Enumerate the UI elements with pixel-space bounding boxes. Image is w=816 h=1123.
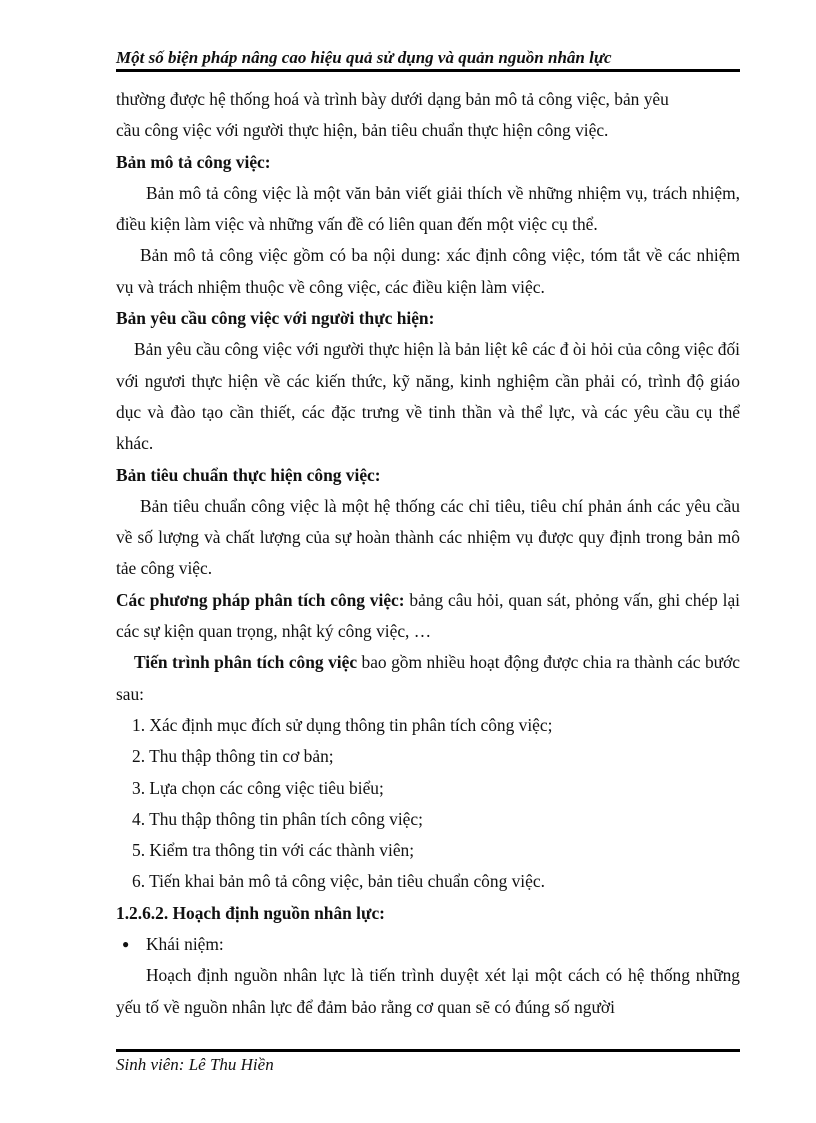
- paragraph-mo-ta-contents: Bản mô tả công việc gồm có ba nội dung: xác định công việc, tóm tắt về các nhiệm vụ và trách nhiệm thuộc về công việc, các điều kiện làm việc.: [116, 245, 740, 297]
- list-item-step-3: 3. Lựa chọn các công việc tiêu biểu;: [132, 777, 384, 798]
- tien-trinh-text: bao gồm nhiều hoạt động được chia ra thành các bước sau:: [116, 652, 740, 704]
- tien-trinh-label: Tiến trình phân tích công việc: [134, 652, 358, 673]
- document-body: [116, 84, 740, 1023]
- paragraph-yeu-cau: Bản yêu cầu công việc với người thực hiện là bản liệt kê các đ òi hỏi của công việc đối với ngươi thực hiện về các kiến thức, kỹ năng, kinh nghiệm cần phải có, trình độ giáo dục và đào tạo cần thiết, các đặc trưng về tinh thần và thể lực, và các yêu cầu cụ thể khác.: [116, 339, 740, 454]
- intro-line-1: thường được hệ thống hoá và trình bày dưới dạng bản mô tả công việc, bản yêu: [116, 89, 669, 109]
- list-item-step-2: 2. Thu thập thông tin cơ bản;: [132, 746, 334, 767]
- paragraph-tieu-chuan: Bản tiêu chuẩn công việc là một hệ thống các chỉ tiêu, tiêu chí phản ánh các yêu cầu về số lượng và chất lượng của sự hoàn thành các nhiệm vụ được quy định trong bản mô tảe công việc.: [116, 495, 740, 579]
- footer-divider: [116, 1049, 740, 1052]
- heading-ban-mo-ta: Bản mô tả công việc:: [116, 151, 271, 172]
- page-header-title: Một số biện pháp nâng cao hiệu quả sử dụng và quản nguồn nhân lực: [116, 48, 612, 67]
- heading-ban-yeu-cau: Bản yêu cầu công việc với người thực hiện:: [116, 308, 435, 329]
- heading-hoach-dinh: 1.2.6.2. Hoạch định nguồn nhân lực:: [116, 902, 385, 923]
- paragraph-mo-ta-definition: Bản mô tả công việc là một văn bản viết giải thích về những nhiệm vụ, trách nhiệm, điều kiện làm việc và những vấn đề có liên quan đến một việc cụ thể.: [116, 182, 740, 235]
- phuong-phap-text: bảng câu hỏi, quan sát, phỏng vấn, ghi chép lại các sự kiện quan trọng, nhật ký công việc, …: [116, 589, 740, 642]
- paragraph-khai-niem: Hoạch định nguồn nhân lực là tiến trình duyệt xét lại một cách có hệ thống những yếu tố về nguồn nhân lực để đảm bảo rằng cơ quan sẽ có đúng số người: [116, 965, 740, 1017]
- paragraph-tien-trinh: [116, 647, 740, 710]
- list-item-step-4: 4. Thu thập thông tin phân tích công việc;: [132, 808, 423, 829]
- heading-ban-tieu-chuan: Bản tiêu chuẩn thực hiện công việc:: [116, 464, 381, 485]
- list-item-step-1: 1. Xác định mục đích sử dụng thông tin phân tích công việc;: [132, 714, 553, 735]
- list-item-step-5: 5. Kiểm tra thông tin với các thành viên;: [132, 840, 415, 861]
- list-item-step-6: 6. Tiến khai bản mô tả công việc, bản tiêu chuẩn công việc.: [132, 871, 545, 892]
- bullet-khai-niem-label: Khái niệm:: [146, 934, 224, 955]
- header-divider: [116, 69, 740, 72]
- bullet-khai-niem: [116, 929, 740, 960]
- intro-line-2: cầu công việc với người thực hiện, bản tiêu chuẩn thực hiện công việc.: [116, 120, 609, 141]
- bullet-dot-icon: ●: [122, 937, 130, 952]
- phuong-phap-label: Các phương pháp phân tích công việc:: [116, 589, 405, 610]
- paragraph-phuong-phap: [116, 585, 740, 648]
- footer-student: Sinh viên: Lê Thu Hiền: [116, 1055, 274, 1074]
